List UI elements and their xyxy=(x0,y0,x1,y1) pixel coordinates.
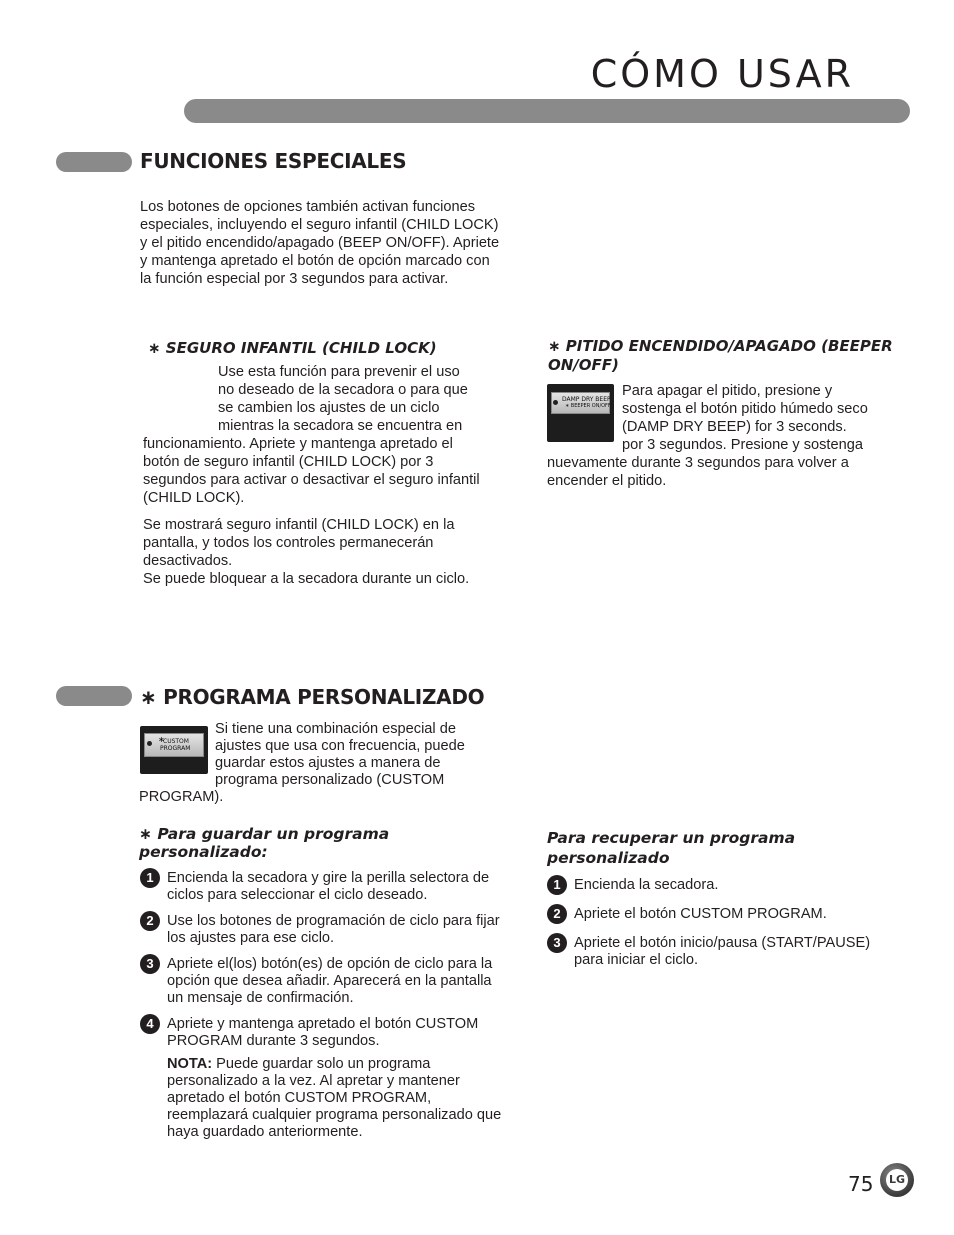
custom-text-rest: PROGRAM). xyxy=(139,789,224,805)
section-marker xyxy=(56,152,132,172)
save-title: ∗ Para guardar un programa personalizado: xyxy=(139,825,390,861)
step-number-badge: 1 xyxy=(547,875,567,895)
panel-label: PROGRAM xyxy=(160,745,191,752)
step-number-badge: 3 xyxy=(140,954,160,974)
logo-text: LG xyxy=(886,1169,908,1191)
text-line: ajustes que usa con frecuencia, puede xyxy=(215,738,465,754)
text-line: no deseado de la secadora o para que xyxy=(218,382,468,398)
list-item xyxy=(140,913,502,947)
step-text: Apriete el botón CUSTOM PROGRAM. xyxy=(574,906,827,922)
recall-steps-list xyxy=(547,877,902,969)
step-number-badge: 2 xyxy=(547,904,567,924)
panel-star: ∗ xyxy=(158,735,165,744)
damp-dry-beep-panel-image xyxy=(547,384,614,442)
text-line: Si tiene una combinación especial de xyxy=(215,721,456,737)
step-text: Encienda la secadora. xyxy=(574,877,719,893)
step-number-badge: 2 xyxy=(140,911,160,931)
child-lock-display-note xyxy=(143,516,498,588)
custom-program-panel-image xyxy=(140,726,208,774)
panel-label: DAMP DRY BEEP xyxy=(562,396,611,403)
step-number-badge: 4 xyxy=(140,1014,160,1034)
text-line: se cambien los ajustes de un ciclo xyxy=(218,400,440,416)
beeper-text-rest: nuevamente durante 3 segundos para volver a encender el pitido. xyxy=(547,455,849,489)
note-text: Puede guardar solo un programa personalizado a la vez. Al apretar y mantener apretado el botón CUSTOM PROGRAM, reemplazará cualquier programa personalizado que haya guardado anteriormente. xyxy=(167,1056,502,1140)
page-title: CÓMO USAR xyxy=(590,52,854,96)
section-marker xyxy=(56,686,132,706)
note-label: NOTA: xyxy=(167,1056,213,1072)
text-line: Use esta función para prevenir el uso xyxy=(218,364,460,380)
note xyxy=(140,1056,502,1141)
save-steps-list xyxy=(140,870,502,1141)
step-text: Use los botones de programación de ciclo para fijar los ajustes para ese ciclo. xyxy=(167,913,500,946)
text-line: sostenga el botón pitido húmedo seco xyxy=(622,401,868,417)
child-lock-para-2: Se mostrará seguro infantil (CHILD LOCK) en la pantalla, y todos los controles permanecerán desactivados. xyxy=(143,517,455,569)
special-intro: Los botones de opciones también activan funciones especiales, incluyendo el seguro infantil (CHILD LOCK) y el pitido encendido/apagado (BEEP ON/OFF). Apriete y mantenga apretado el botón de opción marcado con la función especial por 3 segundos para activar. xyxy=(140,199,500,287)
text-line: por 3 segundos. Presione y sostenga xyxy=(622,437,863,453)
list-item xyxy=(140,956,502,1007)
indicator-light-icon xyxy=(147,741,152,746)
step-text: Apriete el(los) botón(es) de opción de ciclo para la opción que desea añadir. Aparecerá en la pantalla un mensaje de confirmación. xyxy=(167,956,493,1006)
step-text: Encienda la secadora y gire la perilla selectora de ciclos para seleccionar el ciclo deseado. xyxy=(167,870,490,903)
header-bar xyxy=(184,99,910,123)
section-title-special: FUNCIONES ESPECIALES xyxy=(140,149,407,173)
child-lock-title: ∗ SEGURO INFANTIL (CHILD LOCK) xyxy=(148,339,437,357)
step-text: Apriete y mantenga apretado el botón CUSTOM PROGRAM durante 3 segundos. xyxy=(167,1016,479,1049)
step-number-badge: 3 xyxy=(547,933,567,953)
child-lock-text-rest: funcionamiento. Apriete y mantenga apretado el botón de seguro infantil (CHILD LOCK) por 3 segundos para activar o desactivar el seguro infantil (CHILD LOCK). xyxy=(143,436,480,506)
text-line: mientras la secadora se encuentra en xyxy=(218,418,463,434)
recall-title: Para recuperar un programa personalizado xyxy=(547,829,796,867)
text-line: guardar estos ajustes a manera de xyxy=(215,755,441,771)
list-item xyxy=(140,1016,502,1050)
text-line: (DAMP DRY BEEP) for 3 seconds. xyxy=(622,419,847,435)
section-title-custom: ∗ PROGRAMA PERSONALIZADO xyxy=(140,685,485,709)
list-item xyxy=(140,870,502,904)
step-number-badge: 1 xyxy=(140,868,160,888)
child-lock-para-3: Se puede bloquear a la secadora durante un ciclo. xyxy=(143,571,470,587)
list-item xyxy=(547,877,902,895)
panel-sublabel: ∗ BEEPER ON/OFF xyxy=(565,403,611,409)
child-lock-text xyxy=(218,363,468,435)
text-line: programa personalizado (CUSTOM xyxy=(215,772,445,788)
list-item xyxy=(547,935,902,969)
page-number: 75 xyxy=(848,1172,874,1196)
text-line: Para apagar el pitido, presione y xyxy=(622,383,833,399)
step-text: Apriete el botón inicio/pausa (START/PAUSE) para iniciar el ciclo. xyxy=(574,935,871,968)
beeper-title: ∗ PITIDO ENCENDIDO/APAGADO (BEEPER ON/OFF) xyxy=(548,337,893,374)
lg-logo-icon xyxy=(880,1163,914,1197)
list-item xyxy=(547,906,902,924)
panel-label: CUSTOM xyxy=(163,738,189,745)
indicator-light-icon xyxy=(553,400,558,405)
beeper-text xyxy=(622,382,868,454)
custom-text xyxy=(215,721,465,789)
